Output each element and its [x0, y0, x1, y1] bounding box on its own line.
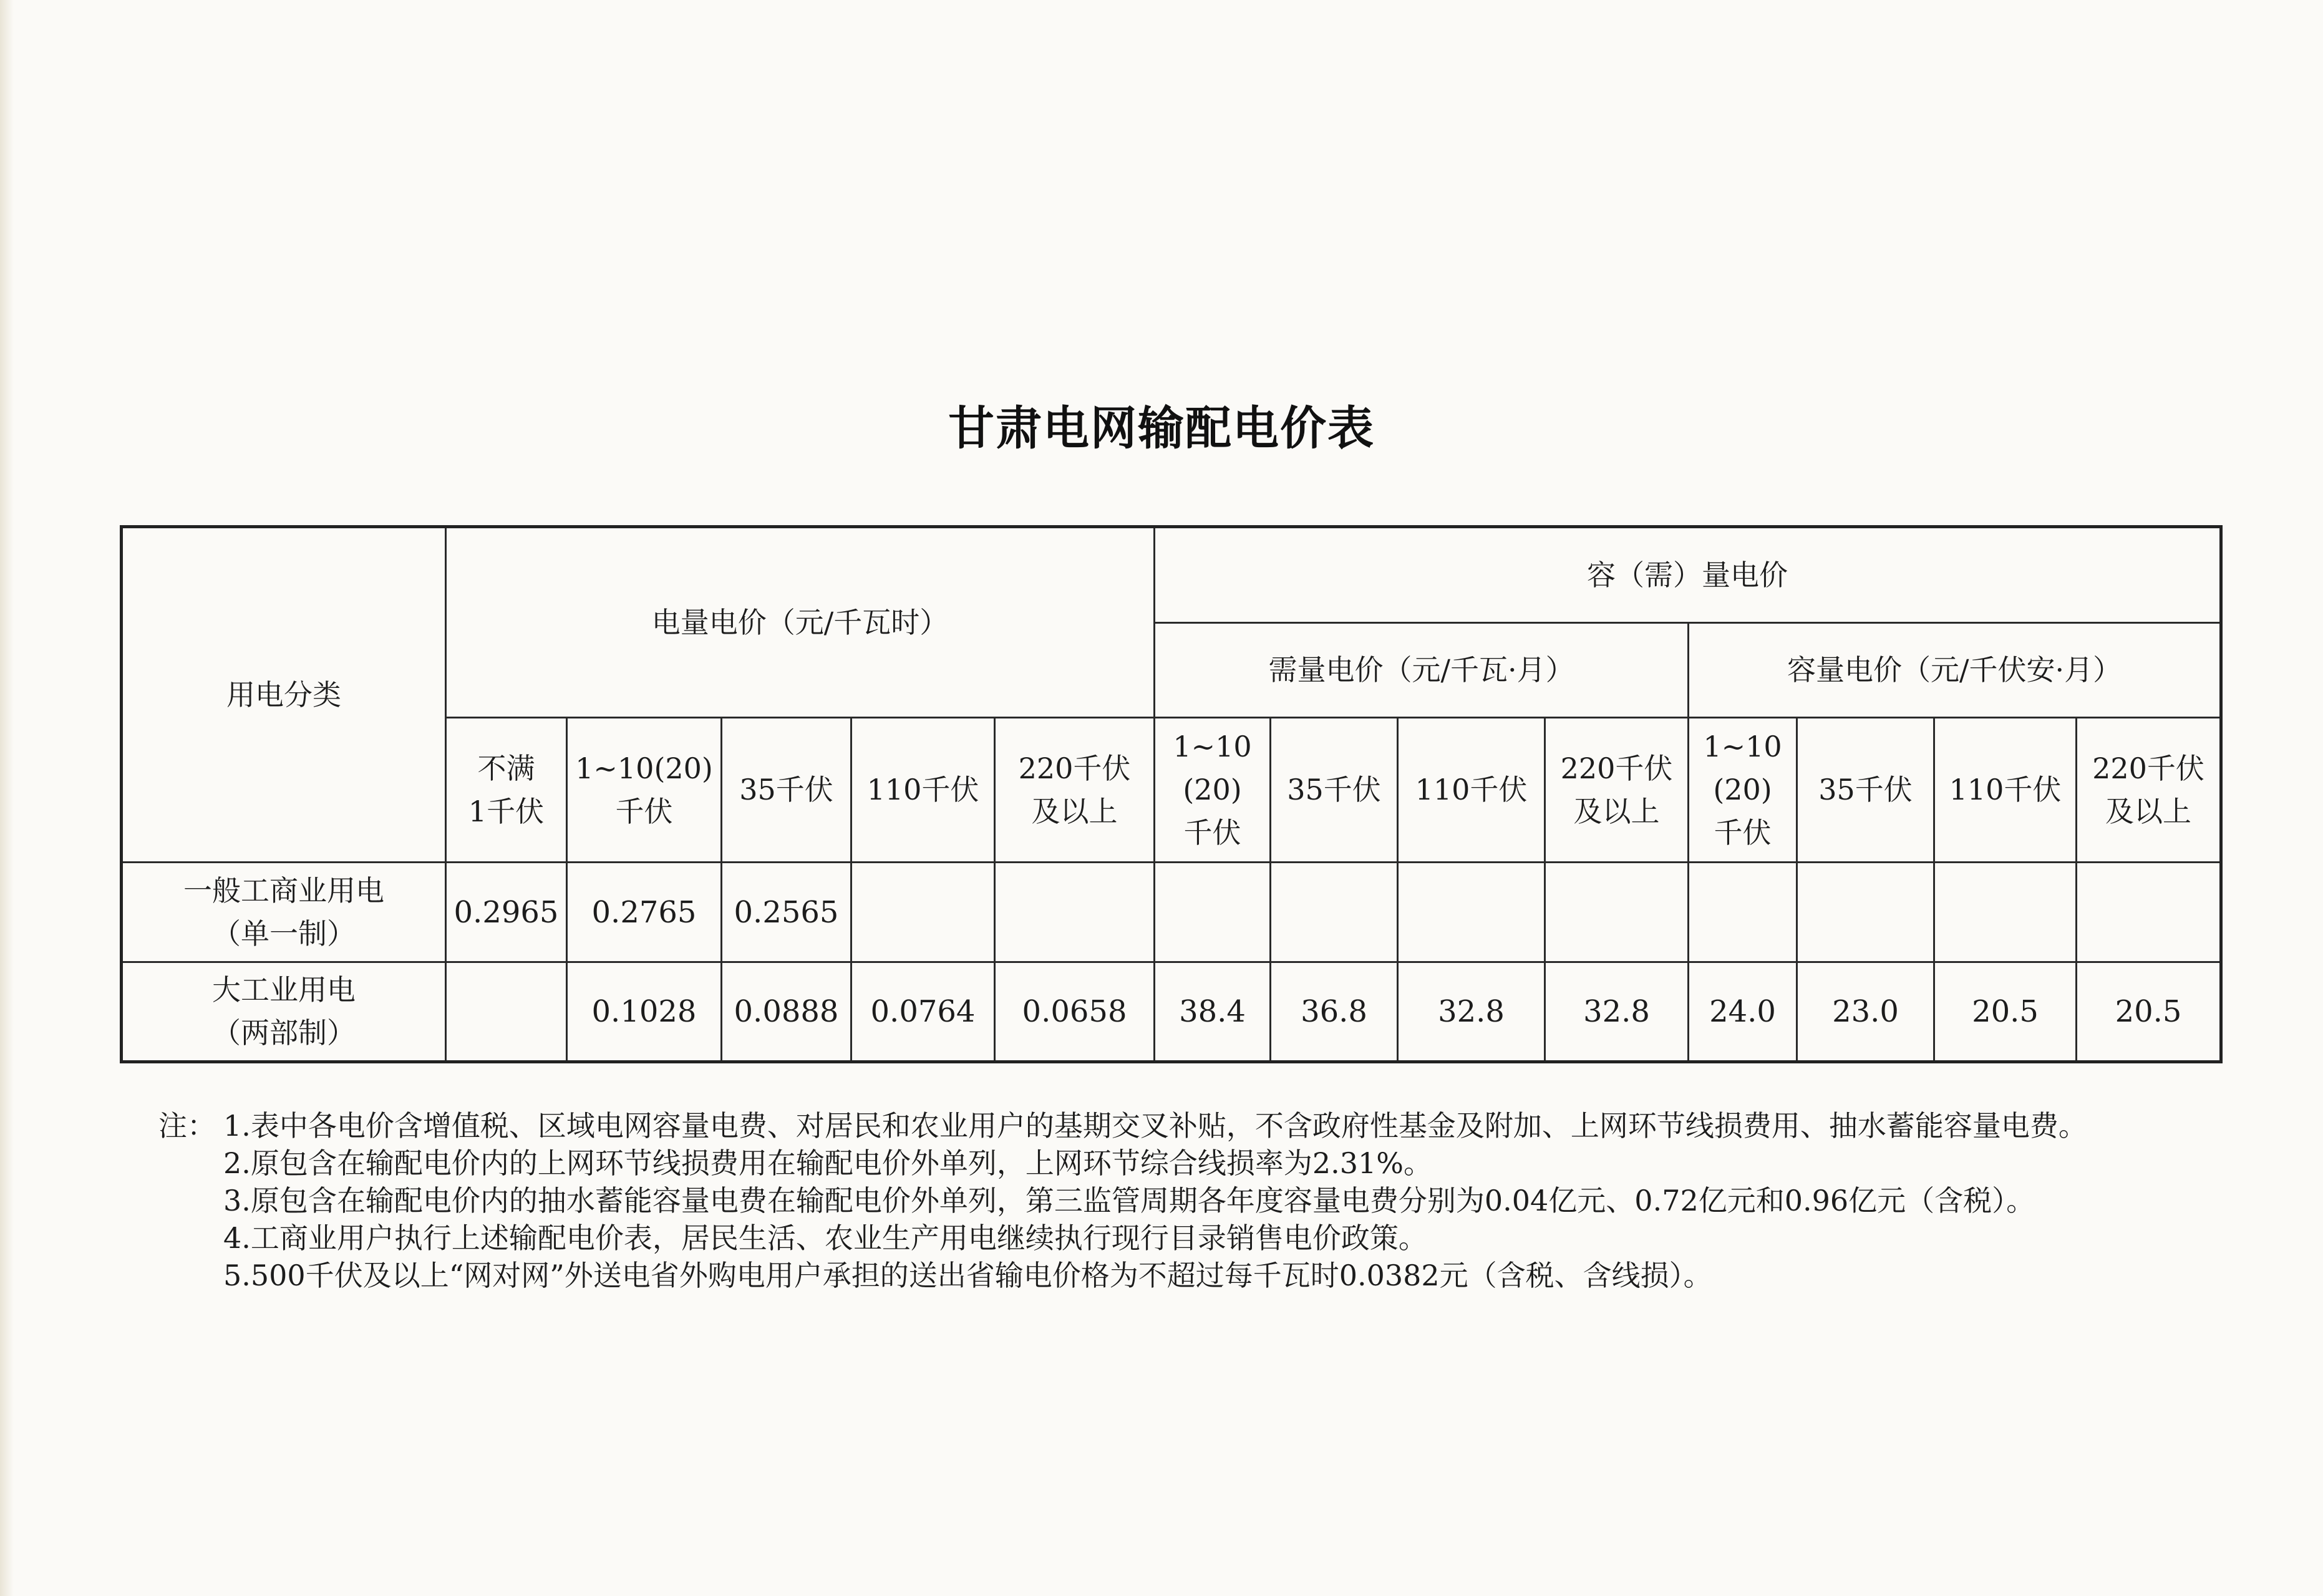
category-header: 用电分类	[122, 527, 446, 863]
price-cell: 36.8	[1271, 962, 1398, 1062]
notes-prefix: 注：	[158, 1109, 216, 1143]
note-item: 5.500千伏及以上“网对网”外送电省外购电用户承担的送出省输电价格为不超过每千瓦时0.0382元（含税、含线损）。	[223, 1259, 1712, 1292]
energy-price-header: 电量电价（元/千瓦时）	[446, 527, 1155, 718]
voltage-header: 不满 1千伏	[446, 718, 567, 863]
row-category: 大工业用电 （两部制）	[122, 962, 446, 1062]
price-cell	[446, 962, 567, 1062]
voltage-header: 35千伏	[1797, 718, 1934, 863]
price-cell	[851, 863, 995, 962]
price-cell	[2077, 863, 2221, 962]
voltage-header: 35千伏	[1271, 718, 1398, 863]
capacity-group-header: 容（需）量电价	[1155, 527, 2221, 623]
price-cell	[1545, 863, 1689, 962]
voltage-header: 220千伏 及以上	[1545, 718, 1689, 863]
voltage-header: 220千伏 及以上	[995, 718, 1155, 863]
price-cell	[1689, 863, 1797, 962]
price-cell: 32.8	[1545, 962, 1689, 1062]
voltage-header: 110千伏	[1398, 718, 1545, 863]
price-cell: 0.0888	[722, 962, 851, 1062]
voltage-header: 220千伏 及以上	[2077, 718, 2221, 863]
scan-edge	[0, 0, 14, 1596]
price-cell	[1934, 863, 2077, 962]
document-title: 甘肃电网输配电价表	[948, 402, 1375, 455]
voltage-header: 1~10(20) 千伏	[567, 718, 722, 863]
row-category: 一般工商业用电 （单一制）	[122, 863, 446, 962]
price-cell: 20.5	[2077, 962, 2221, 1062]
price-cell: 0.0764	[851, 962, 995, 1062]
capacity-price-header: 容量电价（元/千伏安·月）	[1689, 623, 2221, 718]
voltage-header: 1~10 (20) 千伏	[1689, 718, 1797, 863]
tariff-table	[120, 525, 2223, 1063]
price-cell	[1398, 863, 1545, 962]
price-cell: 23.0	[1797, 962, 1934, 1062]
table-row	[122, 863, 2221, 962]
price-cell	[995, 863, 1155, 962]
price-cell: 0.0658	[995, 962, 1155, 1062]
demand-price-header: 需量电价（元/千瓦·月）	[1155, 623, 1689, 718]
note-item: 3.原包含在输配电价内的抽水蓄能容量电费在输配电价外单列，第三监管周期各年度容量电费分别为0.04亿元、0.72亿元和0.96亿元（含税）。	[223, 1184, 2035, 1217]
price-cell: 24.0	[1689, 962, 1797, 1062]
note-item: 2.原包含在输配电价内的上网环节线损费用在输配电价外单列，上网环节综合线损率为2.31%。	[223, 1146, 1433, 1180]
price-cell: 0.2765	[567, 863, 722, 962]
note-item: 注： 1.表中各电价含增值税、区域电网容量电费、对居民和农业用户的基期交叉补贴，不含政府性基金及附加、上网环节线损费用、抽水蓄能容量电费。	[158, 1107, 2217, 1144]
table-row	[122, 962, 2221, 1062]
voltage-header: 35千伏	[722, 718, 851, 863]
voltage-header: 1~10 (20) 千伏	[1155, 718, 1271, 863]
price-cell: 38.4	[1155, 962, 1271, 1062]
voltage-header: 110千伏	[1934, 718, 2077, 863]
note-item: 4.工商业用户执行上述输配电价表，居民生活、农业生产用电继续执行现行目录销售电价政策。	[223, 1221, 1427, 1255]
price-cell: 0.2965	[446, 863, 567, 962]
price-cell: 20.5	[1934, 962, 2077, 1062]
price-cell	[1271, 863, 1398, 962]
price-cell	[1797, 863, 1934, 962]
notes-section	[158, 1107, 2217, 1294]
voltage-header: 110千伏	[851, 718, 995, 863]
price-cell	[1155, 863, 1271, 962]
price-cell: 0.1028	[567, 962, 722, 1062]
price-cell: 0.2565	[722, 863, 851, 962]
price-cell: 32.8	[1398, 962, 1545, 1062]
